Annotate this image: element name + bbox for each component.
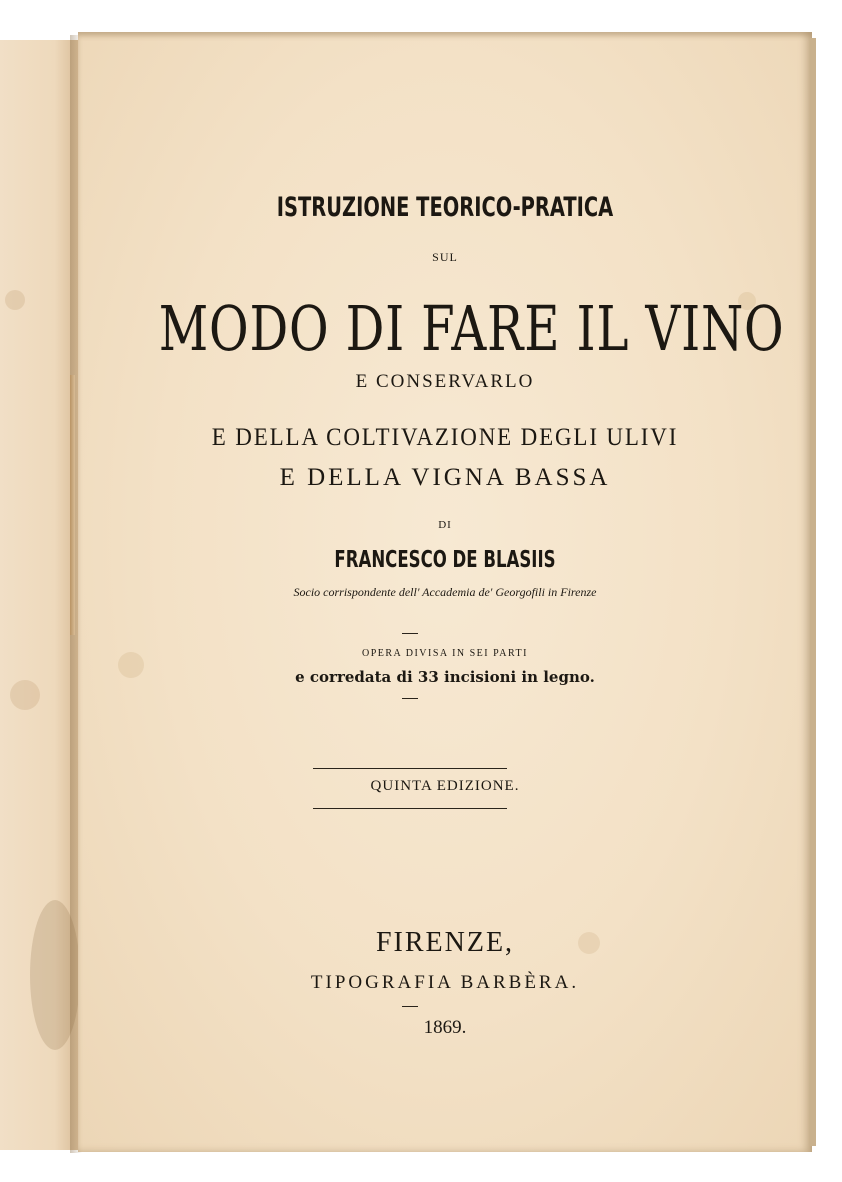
edition-top-rule (313, 768, 507, 769)
author-affiliation: Socio corrispondente dell' Accademia de' Georgofili in Firenze (293, 585, 597, 599)
title-line-sul: SUL (432, 250, 458, 264)
illustrations-note: e corredata di 33 incisioni in legno. (295, 668, 595, 686)
facing-page-edge (0, 40, 78, 1150)
binding-thread (70, 375, 75, 635)
foxing-stain (10, 680, 40, 710)
imprint-city: FIRENZE, (375, 927, 515, 958)
short-rule (402, 633, 418, 634)
opera-division: OPERA DIVISA IN SEI PARTI (362, 648, 528, 659)
edition-bottom-rule (313, 808, 507, 809)
title-line-istruzione: ISTRUZIONE TEORICO-PRATICA (276, 192, 614, 223)
short-rule (402, 1006, 418, 1007)
short-rule (402, 698, 418, 699)
author-preposition: DI (438, 519, 452, 531)
main-title: MODO DI FARE IL VINO (158, 292, 785, 365)
imprint-year: 1869. (423, 1017, 467, 1038)
imprint-printer: TIPOGRAFIA BARBÈRA. (310, 972, 580, 993)
author-name: FRANCESCO DE BLASIIS (334, 547, 556, 573)
title-page (78, 32, 812, 1152)
title-line-coltivazione: E DELLA COLTIVAZIONE DEGLI ULIVI (211, 424, 679, 451)
title-line-conservarlo: E CONSERVARLO (355, 371, 535, 392)
title-line-vigna: E DELLA VIGNA BASSA (279, 464, 611, 491)
foxing-stain (5, 290, 25, 310)
edition: QUINTA EDIZIONE. (370, 778, 520, 794)
